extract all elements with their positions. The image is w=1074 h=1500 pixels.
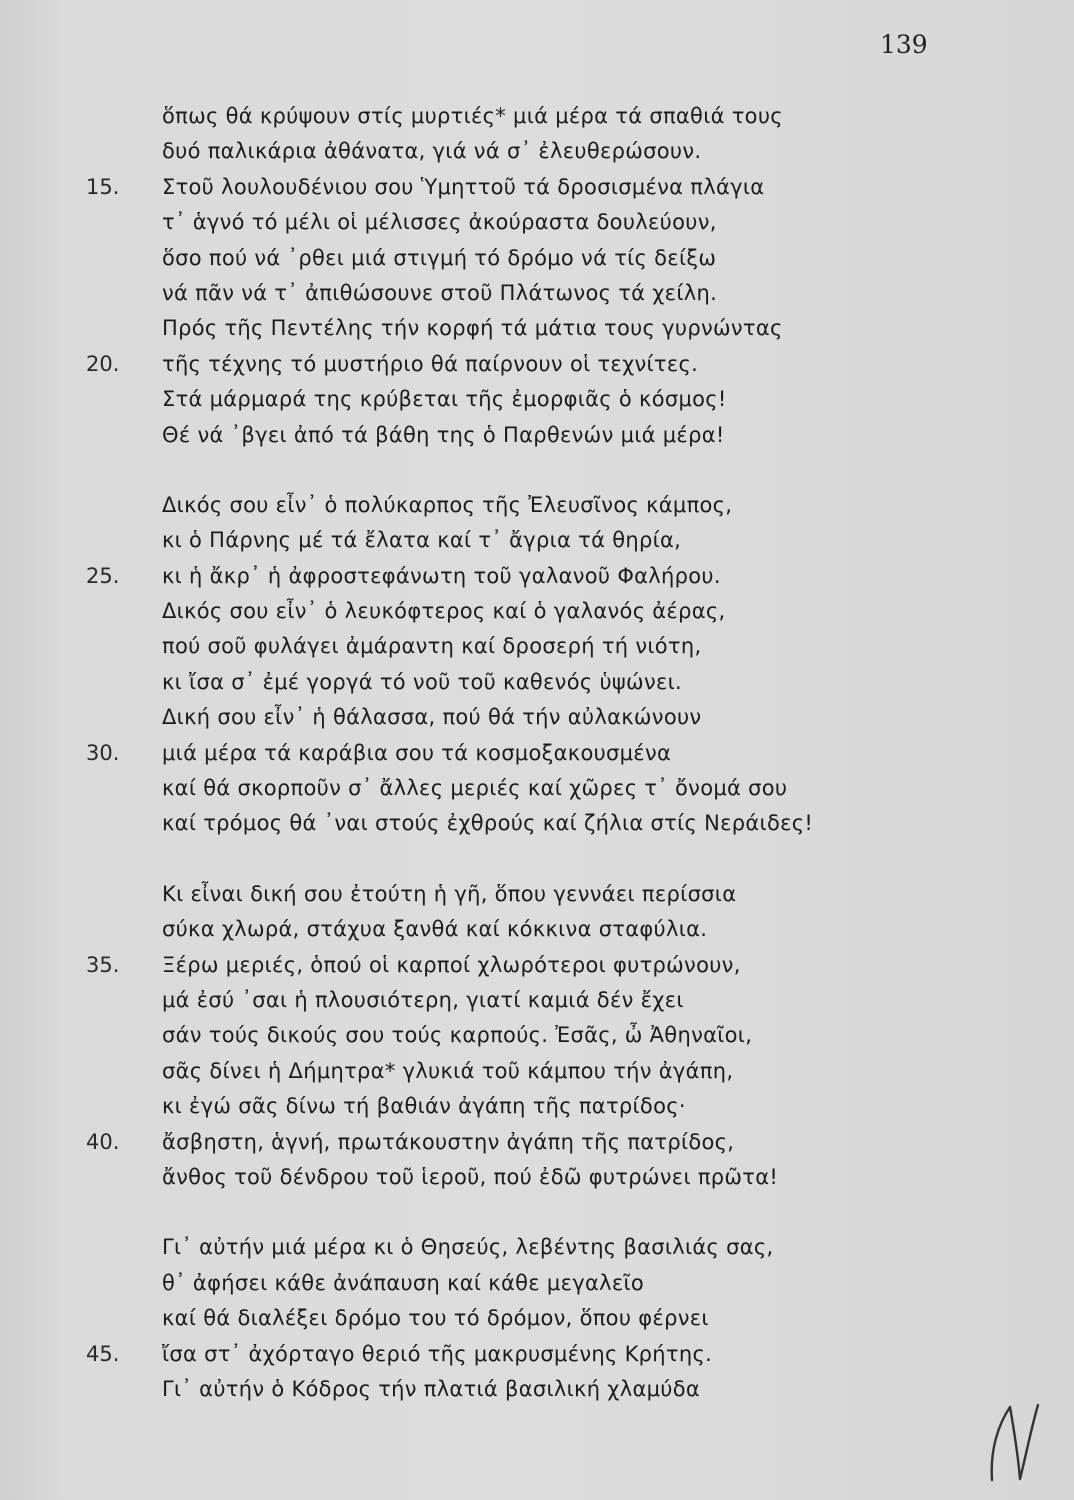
- line-text: σᾶς δίνει ἡ Δήμητρα* γλυκιά τοῦ κάμπου τήν ἀγάπη,: [162, 1058, 734, 1083]
- verse-line: [0, 1230, 1074, 1265]
- line-text: κι ἡ ἄκρ᾽ ἡ ἀφροστεφάνωτη τοῦ γαλανοῦ Φαλήρου.: [162, 563, 721, 588]
- line-text: νά πᾶν νά τ᾽ ἀπιθώσουνε στοῦ Πλάτωνος τά χείλη.: [162, 280, 718, 305]
- verse-line: [0, 912, 1074, 947]
- line-text: καί τρόμος θά ᾽ναι στούς ἐχθρούς καί ζήλια στίς Νεράιδες!: [162, 811, 814, 836]
- line-number: 20.: [86, 351, 120, 376]
- line-text: τ᾽ ἁγνό τό μέλι οἱ μέλισσες ἀκούραστα δουλεύουν,: [162, 210, 717, 235]
- verse-line: [0, 523, 1074, 558]
- verse-line: [0, 948, 1074, 983]
- line-text: Θέ νά ᾽βγει ἀπό τά βάθη της ὁ Παρθενών μιά μέρα!: [162, 422, 725, 447]
- handwritten-mark-icon: [980, 1395, 1050, 1490]
- line-text: ἄνθος τοῦ δένδρου τοῦ ἱεροῦ, πού ἐδῶ φυτρώνει πρῶτα!: [162, 1164, 779, 1189]
- line-text: Πρός τῆς Πεντέλης τήν κορφή τά μάτια τους γυρνώντας: [162, 316, 783, 341]
- verse-line: [0, 736, 1074, 771]
- verse-line: [0, 134, 1074, 169]
- line-text: τῆς τέχνης τό μυστήριο θά παίρνουν οἱ τεχνίτες.: [162, 351, 699, 376]
- verse-line: [0, 205, 1074, 240]
- verse-line: [0, 1054, 1074, 1089]
- line-text: ἴσα στ᾽ ἀχόρταγο θεριό τῆς μακρυσμένης Κρήτης.: [162, 1341, 713, 1366]
- verse-line: [0, 1266, 1074, 1301]
- line-text: δυό παλικάρια ἀθάνατα, γιά νά σ᾽ ἐλευθερώσουν.: [162, 139, 702, 164]
- verse-line: [0, 1089, 1074, 1124]
- poem-text: [0, 99, 1074, 1407]
- verse-line: [0, 1160, 1074, 1195]
- line-text: μιά μέρα τά καράβια σου τά κοσμοξακουσμένα: [162, 740, 672, 765]
- line-text: κι ἐγώ σᾶς δίνω τή βαθιάν ἀγάπη τῆς πατρίδος·: [162, 1094, 686, 1119]
- verse-line: [0, 276, 1074, 311]
- line-text: θ᾽ ἀφήσει κάθε ἀνάπαυση καί κάθε μεγαλεῖο: [162, 1270, 645, 1295]
- line-text: κι ἴσα σ᾽ ἐμέ γοργά τό νοῦ τοῦ καθενός ὑψώνει.: [162, 669, 683, 694]
- line-number: 35.: [86, 952, 120, 977]
- line-text: πού σοῦ φυλάγει ἀμάραντη καί δροσερή τή νιότη,: [162, 634, 702, 659]
- line-number: 40.: [86, 1129, 120, 1154]
- line-number: 45.: [86, 1341, 120, 1366]
- verse-line: [0, 488, 1074, 523]
- line-number: 15.: [86, 174, 120, 199]
- line-text: κι ὁ Πάρνης μέ τά ἔλατα καί τ᾽ ἄγρια τά θηρία,: [162, 528, 682, 553]
- line-number: 30.: [86, 740, 120, 765]
- line-text: Γι᾽ αὐτήν ὁ Κόδρος τήν πλατιά βασιλική χλαμύδα: [162, 1376, 700, 1401]
- verse-line: [0, 877, 1074, 912]
- line-text: Δικός σου εἶν᾽ ὁ λευκόφτερος καί ὁ γαλανός ἀέρας,: [162, 599, 726, 624]
- verse-line: [0, 99, 1074, 134]
- line-text: καί θά σκορποῦν σ᾽ ἄλλες μεριές καί χῶρες τ᾽ ὄνομά σου: [162, 776, 788, 801]
- verse-line: [0, 1018, 1074, 1053]
- line-text: καί θά διαλέξει δρόμο του τό δρόμον, ὅπου φέρνει: [162, 1306, 709, 1331]
- verse-line: [0, 1337, 1074, 1372]
- verse-line: [0, 418, 1074, 453]
- line-text: Κι εἶναι δική σου ἐτούτη ἡ γῆ, ὅπου γεννάει περίσσια: [162, 881, 737, 906]
- line-text: Στά μάρμαρά της κρύβεται τῆς ἐμορφιᾶς ὁ κόσμος!: [162, 387, 727, 412]
- line-text: μά ἐσύ ᾽σαι ἡ πλουσιότερη, γιατί καμιά δέν ἔχει: [162, 987, 684, 1012]
- line-number: 25.: [86, 563, 120, 588]
- verse-line: [0, 1372, 1074, 1407]
- line-text: Γι᾽ αὐτήν μιά μέρα κι ὁ Θησεύς, λεβέντης βασιλιάς σας,: [162, 1235, 774, 1260]
- line-text: ὅσο πού νά ᾽ρθει μιά στιγμή τό δρόμο νά τίς δείξω: [162, 245, 717, 270]
- verse-line: [0, 170, 1074, 205]
- line-text: σύκα χλωρά, στάχυα ξανθά καί κόκκινα σταφύλια.: [162, 917, 708, 942]
- verse-line: [0, 1125, 1074, 1160]
- line-text: Δικός σου εἶν᾽ ὁ πολύκαρπος τῆς Ἐλευσῖνος κάμπος,: [162, 492, 733, 517]
- verse-line: [0, 559, 1074, 594]
- line-text: ἄσβηστη, ἁγνή, πρωτάκουστην ἀγάπη τῆς πατρίδος,: [162, 1129, 735, 1154]
- verse-line: [0, 771, 1074, 806]
- verse-line: [0, 241, 1074, 276]
- verse-line: [0, 382, 1074, 417]
- verse-line: [0, 1301, 1074, 1336]
- verse-line: [0, 311, 1074, 346]
- verse-line: [0, 806, 1074, 841]
- line-text: σάν τούς δικούς σου τούς καρπούς. Ἐσᾶς, ὦ Ἀθηναῖοι,: [162, 1023, 753, 1048]
- line-text: Ξέρω μεριές, ὁπού οἱ καρποί χλωρότεροι φυτρώνουν,: [162, 952, 741, 977]
- line-text: Στοῦ λουλουδένιου σου Ὑμηττοῦ τά δροσισμένα πλάγια: [162, 174, 765, 199]
- page-number: 139: [880, 30, 928, 59]
- verse-line: [0, 629, 1074, 664]
- line-text: Δική σου εἶν᾽ ἡ θάλασσα, πού θά τήν αὐλακώνουν: [162, 705, 702, 730]
- verse-line: [0, 983, 1074, 1018]
- verse-line: [0, 347, 1074, 382]
- line-text: ὅπως θά κρύψουν στίς μυρτιές* μιά μέρα τά σπαθιά τους: [162, 104, 783, 128]
- verse-line: [0, 594, 1074, 629]
- verse-line: [0, 665, 1074, 700]
- verse-line: [0, 700, 1074, 735]
